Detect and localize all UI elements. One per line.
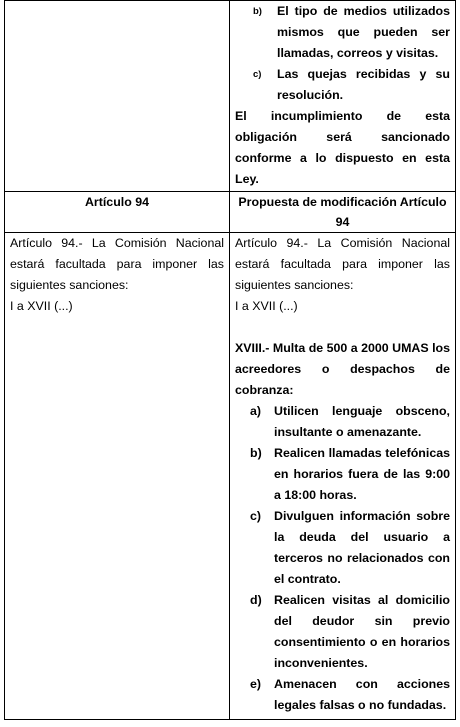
sanctions-list	[235, 401, 450, 716]
left-range: I a XVII (...)	[10, 299, 73, 313]
list-text: Las quejas recibidas y su resolución.	[277, 67, 450, 102]
list-item	[250, 401, 450, 443]
list-item	[250, 443, 450, 506]
list-item	[250, 674, 450, 716]
list-item	[250, 506, 450, 590]
list-text: Amenacen con acciones legales falsas o no fundadas.	[274, 677, 450, 712]
left-body-cell	[5, 233, 230, 720]
right-intro: Artículo 94.- La Comisión Nacional estará facultada para imponer las siguientes sanciones:	[235, 236, 450, 292]
comparison-table	[4, 0, 456, 720]
list-marker: e)	[250, 677, 262, 691]
header-left: Artículo 94	[5, 192, 230, 233]
list-item	[250, 590, 450, 674]
table-row	[5, 1, 456, 192]
list-text: Realicen llamadas telefónicas en horarios fuera de las 9:00 a 18:00 horas.	[274, 446, 450, 502]
list-marker: c)	[250, 509, 262, 523]
list-text: Realicen visitas al domicilio del deudor sin previo consentimiento o en horarios inconvenientes.	[274, 593, 450, 670]
right-body-cell	[230, 233, 456, 720]
list-text: El tipo de medios utilizados mismos que pueden ser llamadas, correos y visitas.	[277, 4, 450, 60]
closing-paragraph: El incumplimiento de esta obligación será sancionado conforme a lo dispuesto en esta Ley.	[235, 109, 450, 186]
top-left-cell	[5, 1, 230, 192]
list-marker: a)	[250, 404, 262, 418]
list-text: Utilicen lenguaje obsceno, insultante o amenazante.	[274, 404, 450, 439]
fraction-xviii: XVIII.- Multa de 500 a 2000 UMAS los acreedores o despachos de cobranza:	[235, 341, 450, 397]
top-right-cell	[230, 1, 456, 192]
list-item	[253, 64, 450, 106]
list-marker: c)	[253, 69, 262, 80]
list-marker: b)	[250, 446, 262, 460]
table-row	[5, 192, 456, 233]
top-right-list	[235, 1, 450, 106]
right-range: I a XVII (...)	[235, 299, 298, 313]
left-intro: Artículo 94.- La Comisión Nacional estará facultada para imponer las siguientes sanciones:	[10, 236, 224, 292]
list-marker: b)	[253, 6, 262, 17]
list-marker: d)	[250, 593, 262, 607]
header-right: Propuesta de modificación Artículo 94	[230, 192, 456, 233]
list-text: Divulguen información sobre la deuda del usuario a terceros no relacionados con el contrato.	[274, 509, 450, 586]
table-row	[5, 233, 456, 720]
list-item	[253, 1, 450, 64]
